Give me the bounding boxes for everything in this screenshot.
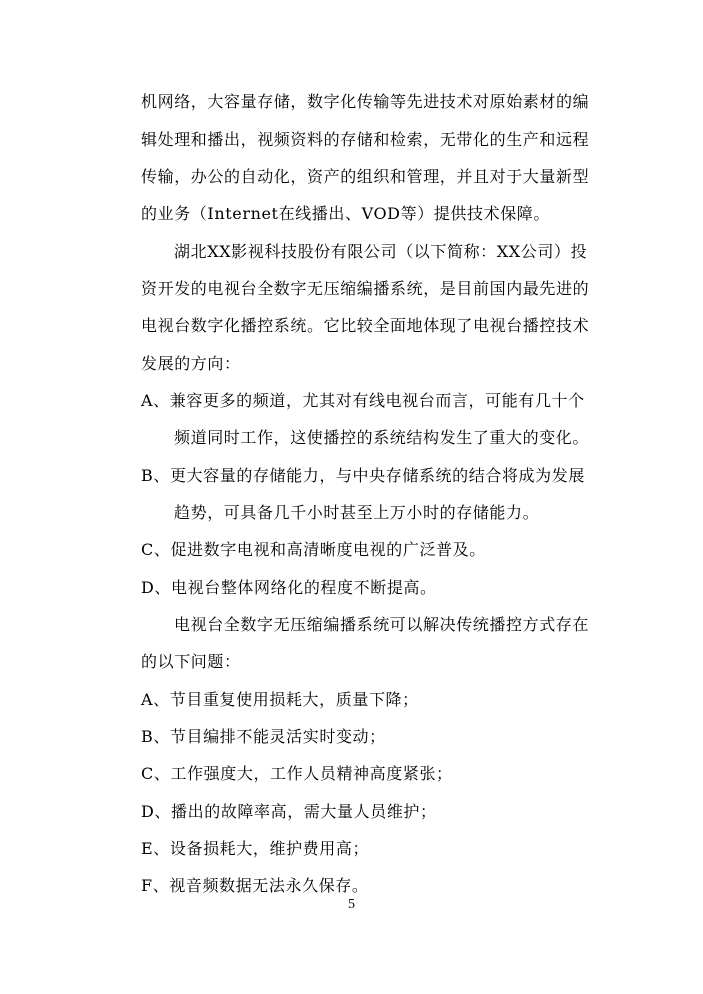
list-item: C、工作强度大，工作人员精神高度紧张； (141, 764, 453, 783)
paragraph-first-line: 电视台全数字无压缩编播系统可以解决传统播控方式存在 (174, 615, 590, 634)
paragraph-first-line: 湖北XX影视科技股份有限公司（以下简称：XX公司）投 (174, 242, 588, 261)
list-item: A、节目重复使用损耗大，质量下降； (141, 690, 419, 709)
text-line: 发展的方向： (141, 354, 241, 373)
list-item: D、播出的故障率高，需大量人员维护； (141, 802, 437, 821)
list-item: B、更大容量的存储能力，与中央存储系统的结合将成为发展 (141, 466, 585, 485)
text-line: 的以下问题： (141, 652, 241, 671)
list-item: B、节目编排不能灵活实时变动； (141, 727, 386, 746)
list-item: D、电视台整体网络化的程度不断提高。 (141, 578, 437, 597)
list-item-continuation: 趋势，可具备几千小时甚至上万小时的存储能力。 (174, 503, 540, 522)
list-item: F、视音频数据无法永久保存。 (141, 876, 369, 895)
page-number: 5 (348, 897, 355, 912)
text-line: 机网络，大容量存储，数字化传输等先进技术对原始素材的编 (141, 92, 590, 111)
text-line: 辑处理和播出，视频资料的存储和检索，无带化的生产和远程 (141, 130, 590, 149)
list-item: E、设备损耗大，维护费用高； (141, 839, 370, 858)
list-item: A、兼容更多的频道，尤其对有线电视台而言，可能有几十个 (141, 391, 585, 410)
text-line: 的业务（Internet在线播出、VOD等）提供技术保障。 (141, 204, 550, 223)
list-item: C、促进数字电视和高清晰度电视的广泛普及。 (141, 540, 486, 559)
text-line: 传输，办公的自动化，资产的组织和管理，并且对于大量新型 (141, 167, 590, 186)
list-item-continuation: 频道同时工作，这使播控的系统结构发生了重大的变化。 (174, 428, 590, 447)
text-line: 电视台数字化播控系统。它比较全面地体现了电视台播控技术 (141, 316, 590, 335)
text-line: 资开发的电视台全数字无压缩编播系统，是目前国内最先进的 (141, 279, 590, 298)
